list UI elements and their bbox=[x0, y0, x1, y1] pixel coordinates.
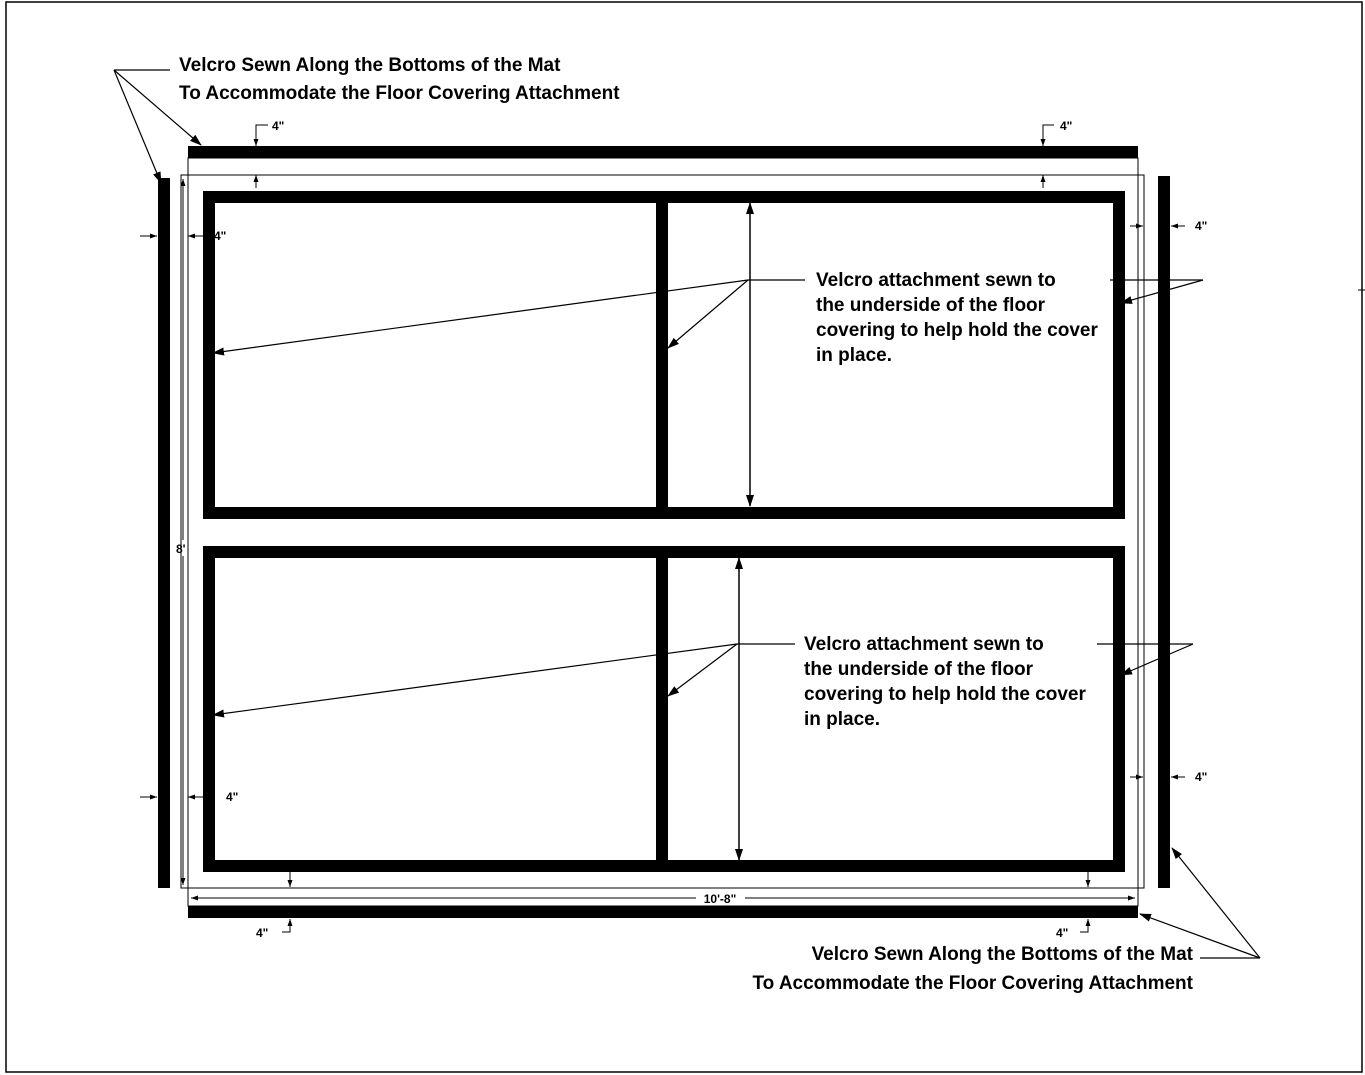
callout-upper-line-1: Velcro attachment sewn to bbox=[816, 270, 1056, 291]
callout-upper-arrow-divider bbox=[668, 280, 748, 348]
callout-bottom-right-line-2: To Accommodate the Floor Covering Attachment bbox=[752, 973, 1193, 994]
dimension-bottom-right-label: 4" bbox=[1056, 926, 1069, 940]
dimension-bottom-right bbox=[1080, 872, 1088, 932]
callout-upper-line-3: covering to help hold the cover bbox=[816, 320, 1098, 341]
dimension-right-lower-label: 4" bbox=[1195, 770, 1208, 784]
dimension-width-label: 10'-8" bbox=[703, 892, 737, 906]
dimension-top-right-label: 4" bbox=[1060, 119, 1073, 133]
dimension-height-label: 8' bbox=[176, 542, 186, 556]
callout-upper-line-2: the underside of the floor bbox=[816, 295, 1046, 316]
callout-upper-line-4: in place. bbox=[816, 345, 893, 366]
dimension-left-upper-label: 4" bbox=[214, 229, 227, 243]
callout-top-left-arrow-1 bbox=[114, 70, 201, 145]
dimension-bottom-left bbox=[282, 872, 290, 932]
velcro-strip-left bbox=[158, 178, 170, 888]
velcro-strip-top bbox=[188, 146, 1138, 158]
callout-lower-line-1: Velcro attachment sewn to bbox=[804, 634, 1044, 655]
callout-lower-arrow-right bbox=[1121, 644, 1193, 675]
callout-top-left-line-2: To Accommodate the Floor Covering Attachment bbox=[179, 83, 620, 104]
callout-lower-line-3: covering to help hold the cover bbox=[804, 684, 1086, 705]
callout-bottom-right-line-1: Velcro Sewn Along the Bottoms of the Mat bbox=[811, 944, 1193, 965]
dimension-left-lower-label: 4" bbox=[226, 790, 239, 804]
velcro-strip-right bbox=[1158, 176, 1170, 888]
dimension-top-left-label: 4" bbox=[272, 119, 285, 133]
callout-top-left-line-1: Velcro Sewn Along the Bottoms of the Mat bbox=[179, 55, 561, 76]
dimension-bottom-left-label: 4" bbox=[256, 926, 269, 940]
dimension-right-upper-label: 4" bbox=[1195, 219, 1208, 233]
callout-lower-line-4: in place. bbox=[804, 709, 881, 730]
velcro-strip-bottom bbox=[188, 906, 1138, 918]
callout-top-left-arrow-2 bbox=[114, 70, 161, 183]
callout-lower-line-2: the underside of the floor bbox=[804, 659, 1034, 680]
